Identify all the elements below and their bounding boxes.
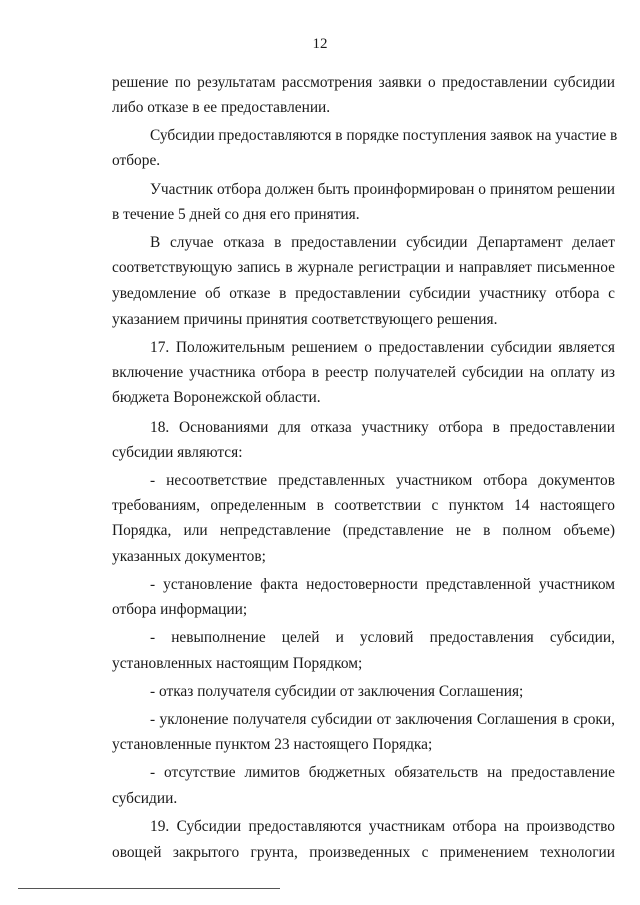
text-line: требованиям, определенным в соответствии с пунктом 14 настоящего xyxy=(112,497,615,514)
text-line: в течение 5 дней со дня его принятия. xyxy=(112,206,360,223)
text-line: установленных настоящим Порядком; xyxy=(112,655,363,672)
text-line: - невыполнение целей и условий предоставления субсидии, xyxy=(150,629,615,646)
text-line: 17. Положительным решением о предоставлении субсидии является xyxy=(150,339,615,356)
text-line: Порядка, или непредставление (представление не в полном объеме) xyxy=(112,522,615,539)
text-line: включение участника отбора в реестр получателей субсидии на оплату из xyxy=(112,364,615,381)
text-line: решение по результатам рассмотрения заявки о предоставлении субсидии xyxy=(112,74,615,91)
text-line: уведомление об отказе в предоставлении субсидии участнику отбора с xyxy=(112,285,615,302)
page-number: 12 xyxy=(312,36,328,52)
text-line: соответствующую запись в журнале регистрации и направляет письменное xyxy=(112,259,615,276)
text-line: Участник отбора должен быть проинформирован о принятом решении xyxy=(150,181,615,198)
text-line: либо отказе в ее предоставлении. xyxy=(112,99,331,116)
text-line: - уклонение получателя субсидии от заключения Соглашения в сроки, xyxy=(150,711,615,728)
text-line: - отказ получателя субсидии от заключения Соглашения; xyxy=(150,683,524,700)
text-line: субсидии. xyxy=(112,790,178,807)
text-line: 19. Субсидии предоставляются участникам отбора на производство xyxy=(150,818,615,835)
text-line: указанием причины принятия соответствующего решения. xyxy=(112,311,498,328)
text-line: указанных документов; xyxy=(112,548,266,565)
text-line: установленные пунктом 23 настоящего Порядка; xyxy=(112,736,433,753)
text-line: субсидии являются: xyxy=(112,444,243,461)
text-line: отборе. xyxy=(112,152,161,169)
footer-rule xyxy=(18,888,280,889)
text-line: - отсутствие лимитов бюджетных обязательств на предоставление xyxy=(150,764,615,781)
text-line: В случае отказа в предоставлении субсидии Департамент делает xyxy=(150,234,615,251)
text-line: овощей закрытого грунта, произведенных с применением технологии xyxy=(112,844,615,861)
text-line: Субсидии предоставляются в порядке поступления заявок на участие в xyxy=(150,127,618,144)
text-line: - несоответствие представленных участником отбора документов xyxy=(150,472,615,489)
text-line: отбора информации; xyxy=(112,601,248,618)
text-line: 18. Основаниями для отказа участнику отбора в предоставлении xyxy=(150,419,615,436)
text-line: бюджета Воронежской области. xyxy=(112,389,321,406)
text-line: - установление факта недостоверности представленной участником xyxy=(150,576,615,593)
